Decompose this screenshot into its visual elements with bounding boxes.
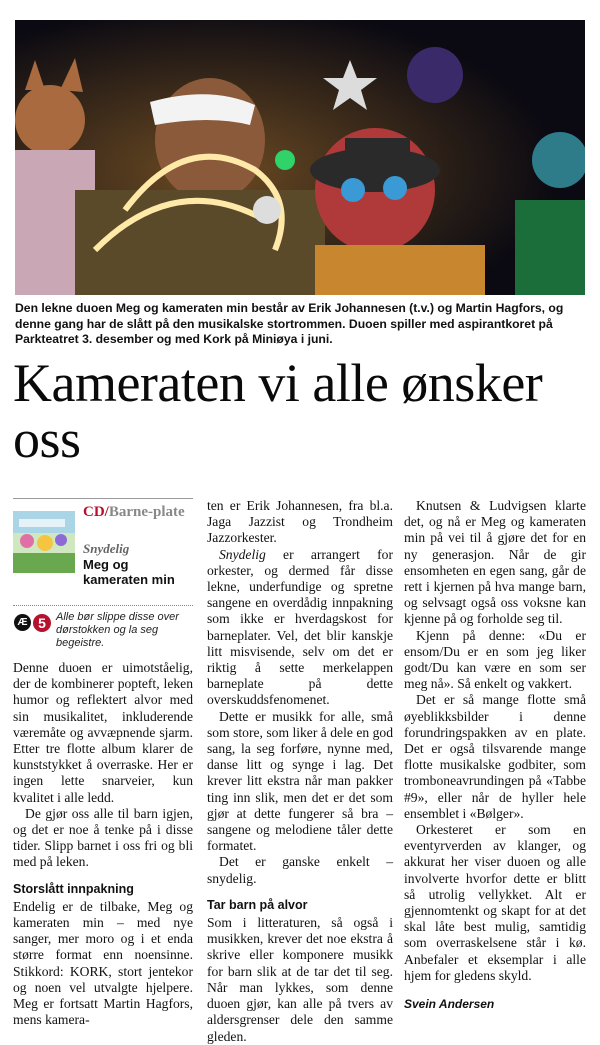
album-artist: Meg og kameraten min [83,557,175,587]
album-cover-image [13,511,75,573]
paragraph: Som i litteraturen, så også i musikken, krever det noe ekstra å skrive eller komponere musikk for barn slik at de tar det til seg. Når man lykkes, som denne duoen gjør, kan alle på tvers av aldersgrenser dele den samme gleden. [207,915,393,1044]
photo-caption: Den lekne duoen Meg og kameraten min består av Erik Johannesen (t.v.) og Martin Hagfors, og denne gang har de slått på den musikalske stortrommen. Duoen spiller med aspirantkoret på Parkteatret 3. desember og med Kork på Miniøya i juni. [15,301,564,346]
article-column-2 [207,498,393,1045]
rating-summary: Alle bør slippe disse over dørstokken og la seg begeistre. [56,611,179,649]
paragraph: Knutsen & Ludvigsen klarte det, og nå er Meg og kameraten min på vei til å gjøre det for en ny generasjon. Når de gir ensomheten en egen sang, går de rett i kjernen på hva mange barn, og selvsagt også oss voksne kan kjenne på og forholde seg til. [404,498,586,627]
genre-type: Barne-plate [108,504,185,520]
author-byline: Svein Andersen [404,997,495,1012]
article-photo [15,20,585,295]
paragraph: De gjør oss alle til barn igjen, og det er noe å tenke på i disse tider. Slipp barnet i oss fri og bli med på leken. [13,805,193,870]
rating-dice: 5 [33,614,51,632]
paragraph-text: er arrangert for orkester, og dermed får disse lekne, underfundige og spretne sangene en overdådig innpakning som ikke er hverdagskost for barneplater. Vel, det blir kanskje litt misvisende, selv om det er riktig å sette merkelappen barneplate på dette overskuddsfenomenet. [207,546,393,708]
paragraph: Dette er musikk for alle, små som store, som liker å dele en god sang, la seg forføre, nynne med, danse litt og synge i lag. Det krever litt ekstra når man pakker ting inn slik, men det er det som gjør at dette fungerer så bra – sangene og melodiene tåler dette formatet. [207,708,393,854]
review-infobox [13,498,193,656]
record-label: Snydelig [83,541,130,556]
article-column-3 [404,498,586,1012]
album-name: Snydelig [219,546,266,562]
subheading: Tar barn på alvor [207,897,308,912]
paragraph: Det er ganske enkelt – snydelig. [207,854,393,886]
photo-illustration [15,20,585,295]
genre-cd: CD/ [83,504,109,520]
paragraph: Denne duoen er uimotståelig, der de kombinerer popteft, leken humor og reflektert alvor med sin musikalitet, inkluderende væremåte og avvæpnende sjarm. Etter tre flotte album klarer de kunststykket å overraske. Her er ingen lette snarveier, kun kvalitet i alle ledd. [13,660,193,805]
paragraph: Endelig er de tilbake, Meg og kameraten min – med nye sanger, mer moro og i et enda større format enn noensinne. Stikkord: KORK, stort jentekor og noen vel utvalgte hjelpere. Meg er fortsatt Martin Hagfors, mens kamera- [13,898,193,1028]
article-column-1 [13,660,193,1028]
subheading: Storslått innpakning [13,881,134,896]
divider [13,605,193,606]
dagbladet-logo-icon: Æ [14,614,31,631]
review-genre [83,504,193,521]
article-headline: Kameraten vi alle ønsker oss [13,353,543,469]
paragraph: ten er Erik Johannesen, fra bl.a. Jaga Jazzist og Trondheim Jazzorkester. [207,498,393,546]
paragraph [207,547,393,709]
paragraph: Kjenn på denne: «Du er ensom/Du er en som jeg liker godt/Du kan være en som ser meg nå». Så enkelt og vakkert. [404,627,586,692]
album-cover-art [13,511,75,573]
paragraph: Orkesteret er som en eventyrverden av klanger, og akkurat her viser duoen og alle involverte hvorfor dette er blitt så utrolig vellykket. Alt er gjennomtenkt og skapt for at det skal låte best mulig, samtidig som overraskelsene står i kø. Anbefaler et eksemplar i alle hjem for gledens skyld. [404,822,586,983]
paragraph: Det er så mange flotte små øyeblikksbilder i denne forundringspakken av en plate. Det er også tilsvarende mange flotte musikalske godbiter, som tromboneavrundingen på «Tabbe #9», eller når de hyller hele ensemblet i «Bølger». [404,692,586,821]
